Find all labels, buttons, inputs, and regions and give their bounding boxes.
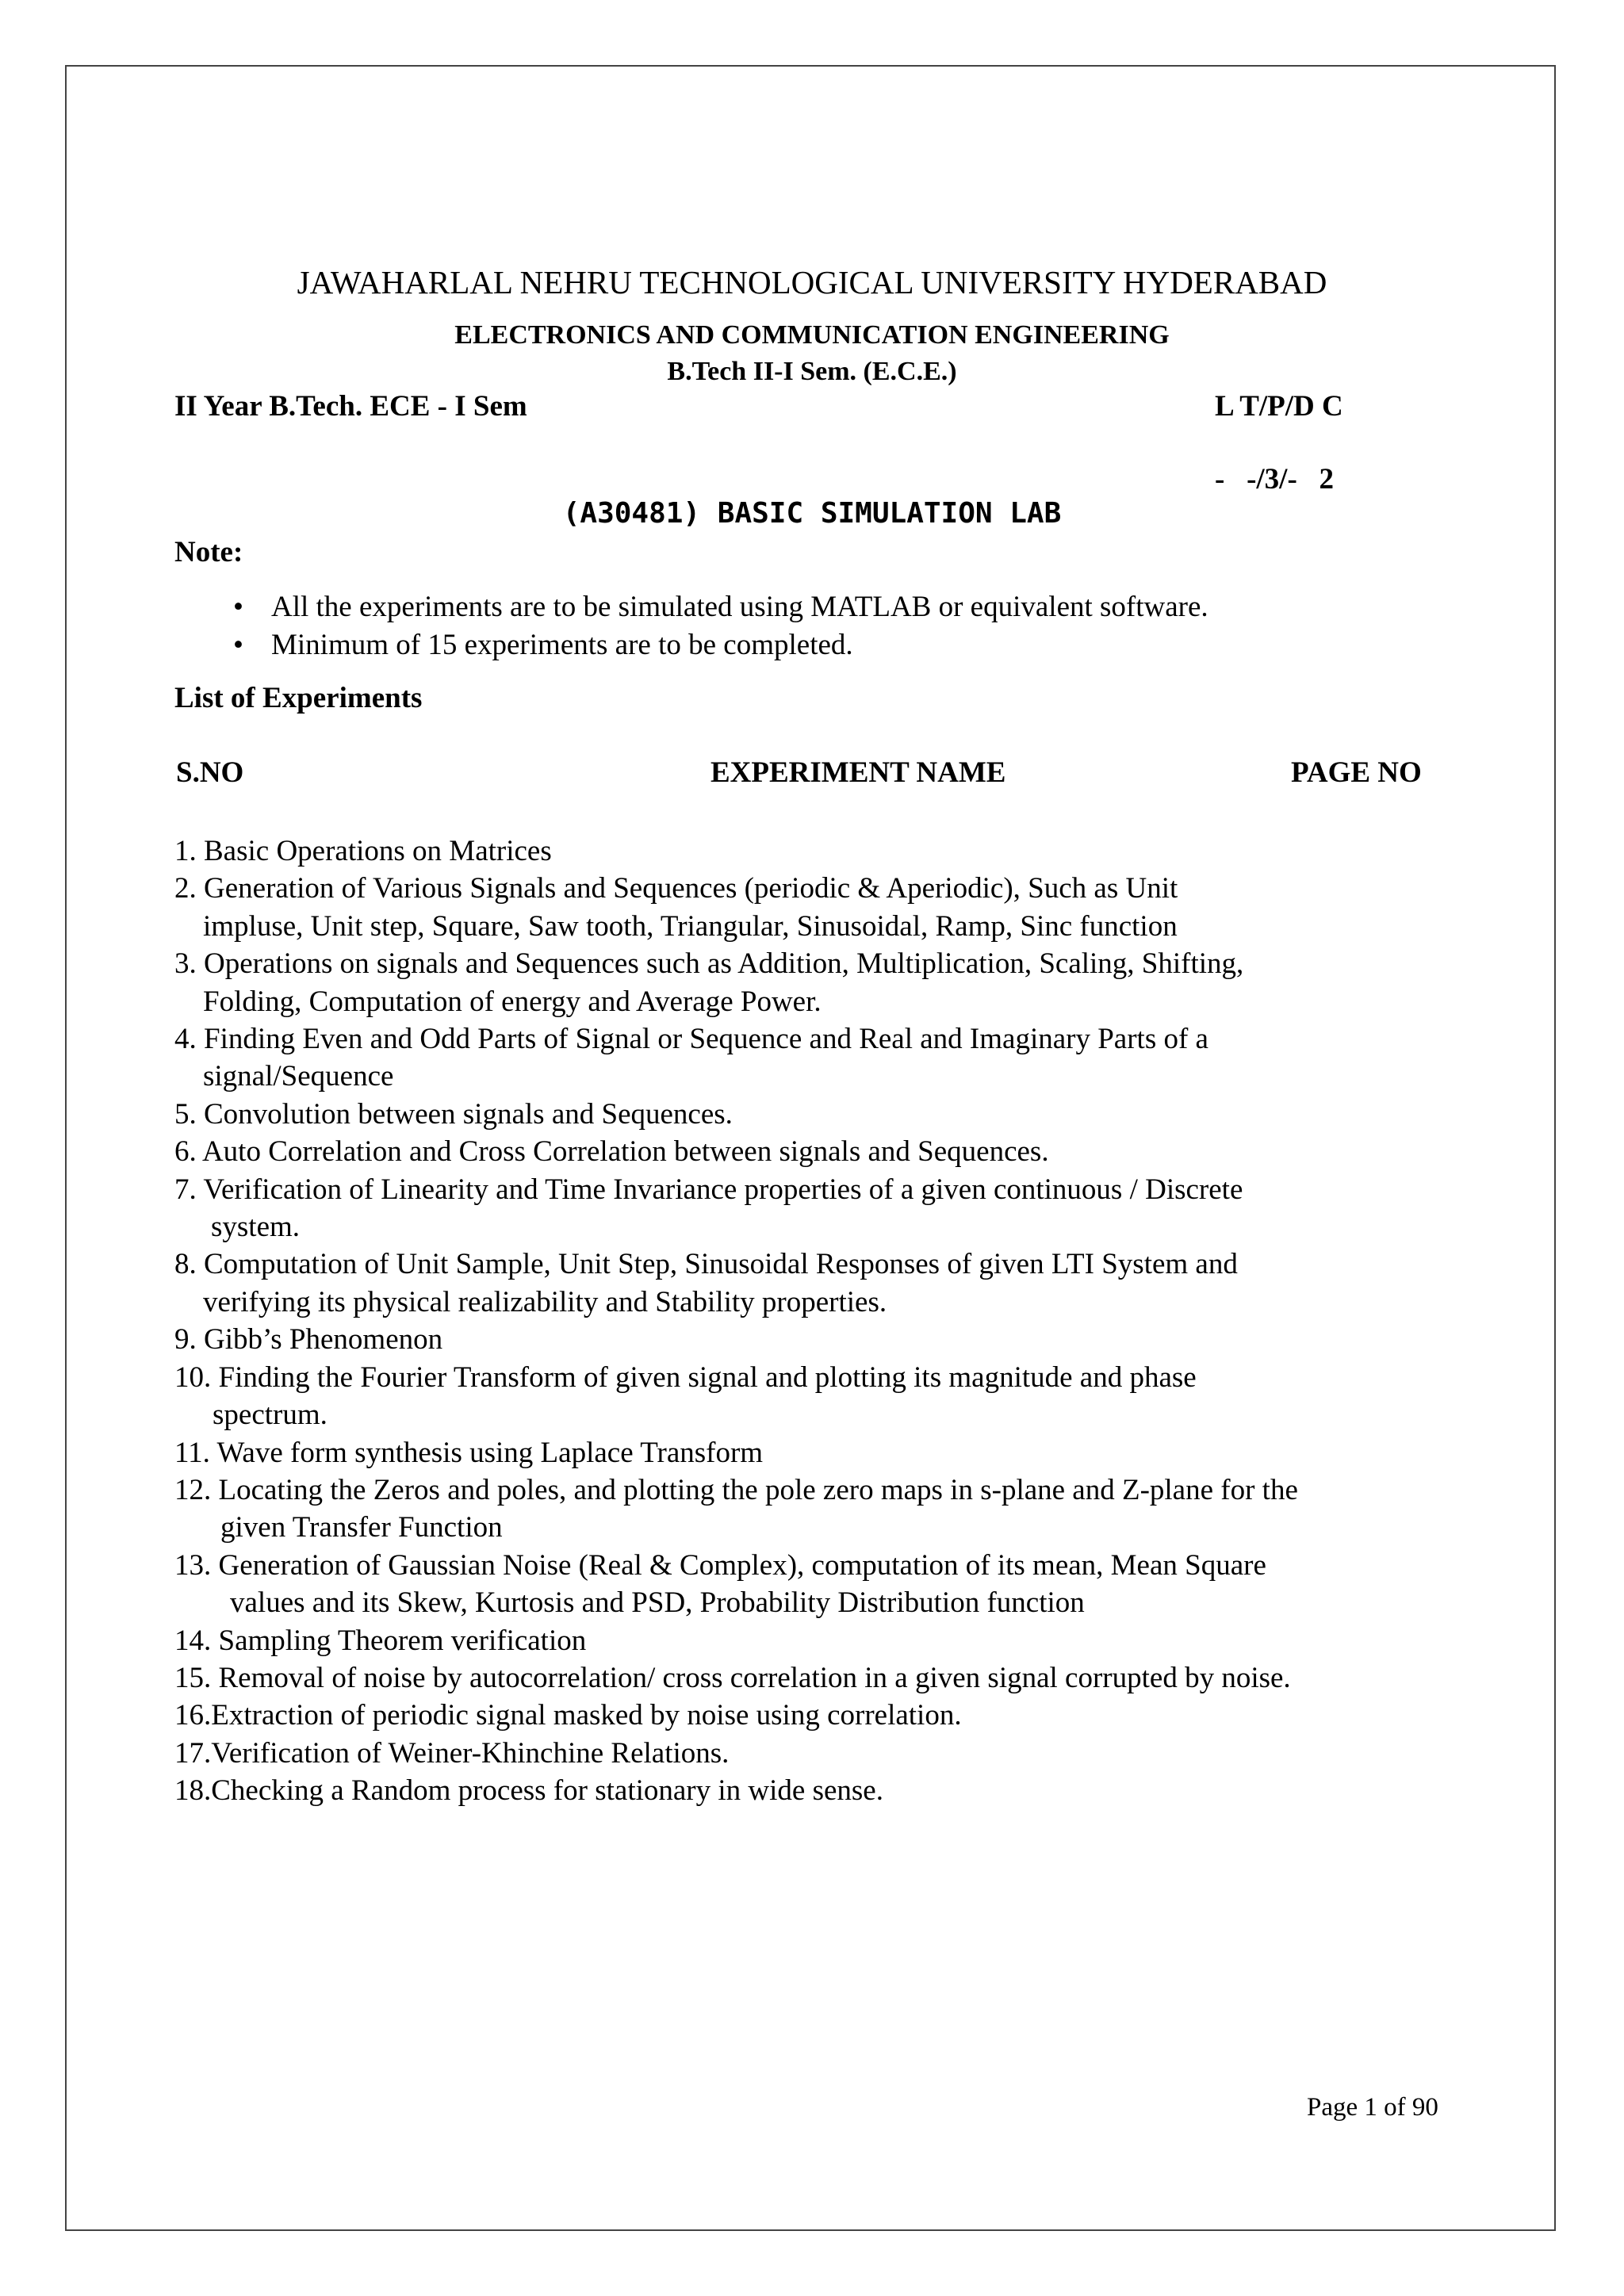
experiment-text: 6. Auto Correlation and Cross Correlation between signals and Sequences. (174, 1135, 1049, 1169)
note-item: • All the experiments are to be simulated using MATLAB or equivalent software. (238, 588, 1208, 626)
experiment-item (174, 1471, 1298, 1547)
experiment-text: 10. Finding the Fourier Transform of given signal and plotting its magnitude and phase (174, 1360, 1197, 1394)
experiment-item (174, 1659, 1298, 1697)
note-item: • Minimum of 15 experiments are to be completed. (238, 626, 1208, 664)
experiment-text: 17.Verification of Weiner-Khinchine Relations. (174, 1736, 730, 1770)
column-header-name: EXPERIMENT NAME (710, 756, 1006, 789)
page-number: Page 1 of 90 (1307, 2093, 1438, 2122)
department-name: ELECTRONICS AND COMMUNICATION ENGINEERING (454, 320, 1170, 350)
column-header-sno: S.NO (176, 756, 244, 789)
year-line: II Year B.Tech. ECE - I Sem (174, 390, 527, 423)
experiment-text: 8. Computation of Unit Sample, Unit Step, Sinusoidal Responses of given LTI System and (174, 1248, 1238, 1281)
experiment-text: 16.Extraction of periodic signal masked by noise using correlation. (174, 1699, 962, 1732)
experiment-text: 5. Convolution between signals and Sequences. (174, 1097, 733, 1131)
experiment-item (174, 1096, 1298, 1133)
experiment-item (174, 1772, 1298, 1809)
experiment-text: 12. Locating the Zeros and poles, and plotting the pole zero maps in s-plane and Z-plane for the (174, 1473, 1298, 1506)
experiment-text: 7. Verification of Linearity and Time Invariance properties of a given continuous / Discrete (174, 1173, 1243, 1206)
experiment-text: 15. Removal of noise by autocorrelation/ cross correlation in a given signal corrupted by noise. (174, 1661, 1291, 1694)
experiment-text-continued: values and its Skew, Kurtosis and PSD, Probability Distribution function (230, 1586, 1085, 1620)
experiment-text: 13. Generation of Gaussian Noise (Real & Complex), computation of its mean, Mean Square (174, 1548, 1266, 1582)
experiment-text: 14. Sampling Theorem verification (174, 1624, 587, 1657)
note-list (238, 588, 1208, 664)
experiment-item (174, 832, 1298, 870)
experiment-item (174, 1020, 1298, 1096)
experiment-item (174, 1622, 1298, 1659)
experiment-text: 1. Basic Operations on Matrices (174, 835, 552, 867)
experiment-item (174, 1171, 1298, 1246)
experiment-text-continued: signal/Sequence (203, 1060, 394, 1093)
column-header-page: PAGE NO (1291, 756, 1422, 789)
experiment-text: 11. Wave form synthesis using Laplace Transform (174, 1436, 764, 1469)
experiment-text: 2. Generation of Various Signals and Sequences (periodic & Aperiodic), Such as Unit (174, 872, 1178, 905)
experiments-heading: List of Experiments (174, 682, 423, 714)
experiment-item (174, 1359, 1298, 1434)
experiment-item (174, 870, 1298, 945)
experiment-item (174, 1133, 1298, 1170)
experiment-item (174, 1434, 1298, 1471)
experiment-item (174, 1547, 1298, 1622)
experiment-text: 3. Operations on signals and Sequences such as Addition, Multiplication, Scaling, Shifting, (174, 947, 1244, 981)
experiment-item (174, 1735, 1298, 1772)
experiment-text-continued: Folding, Computation of energy and Average Power. (203, 985, 822, 1018)
experiment-text-continued: verifying its physical realizability and Stability properties. (203, 1285, 887, 1318)
experiment-text: 18.Checking a Random process for stationary in wide sense. (174, 1774, 883, 1808)
experiment-list (174, 832, 1298, 1810)
experiment-item (174, 1321, 1298, 1358)
semester-line: B.Tech II-I Sem. (E.C.E.) (667, 357, 957, 386)
experiment-text: 4. Finding Even and Odd Parts of Signal or Sequence and Real and Imaginary Parts of a (174, 1023, 1208, 1056)
experiment-text-continued: spectrum. (213, 1399, 327, 1432)
note-heading: Note: (174, 536, 243, 568)
experiment-text-continued: given Transfer Function (220, 1511, 503, 1544)
course-title: (A30481) BASIC SIMULATION LAB (562, 497, 1062, 530)
ltpc-label: L T/P/D C (1215, 390, 1343, 423)
ltpc-values: - -/3/- 2 (1215, 463, 1335, 496)
experiment-text-continued: impluse, Unit step, Square, Saw tooth, Triangular, Sinusoidal, Ramp, Sinc function (203, 909, 1178, 943)
experiment-item (174, 1246, 1298, 1321)
experiment-item (174, 945, 1298, 1020)
experiment-text: 9. Gibb’s Phenomenon (174, 1323, 443, 1357)
experiment-item (174, 1697, 1298, 1734)
university-name: JAWAHARLAL NEHRU TECHNOLOGICAL UNIVERSITY HYDERABAD (297, 264, 1327, 300)
experiment-text-continued: system. (211, 1211, 301, 1244)
